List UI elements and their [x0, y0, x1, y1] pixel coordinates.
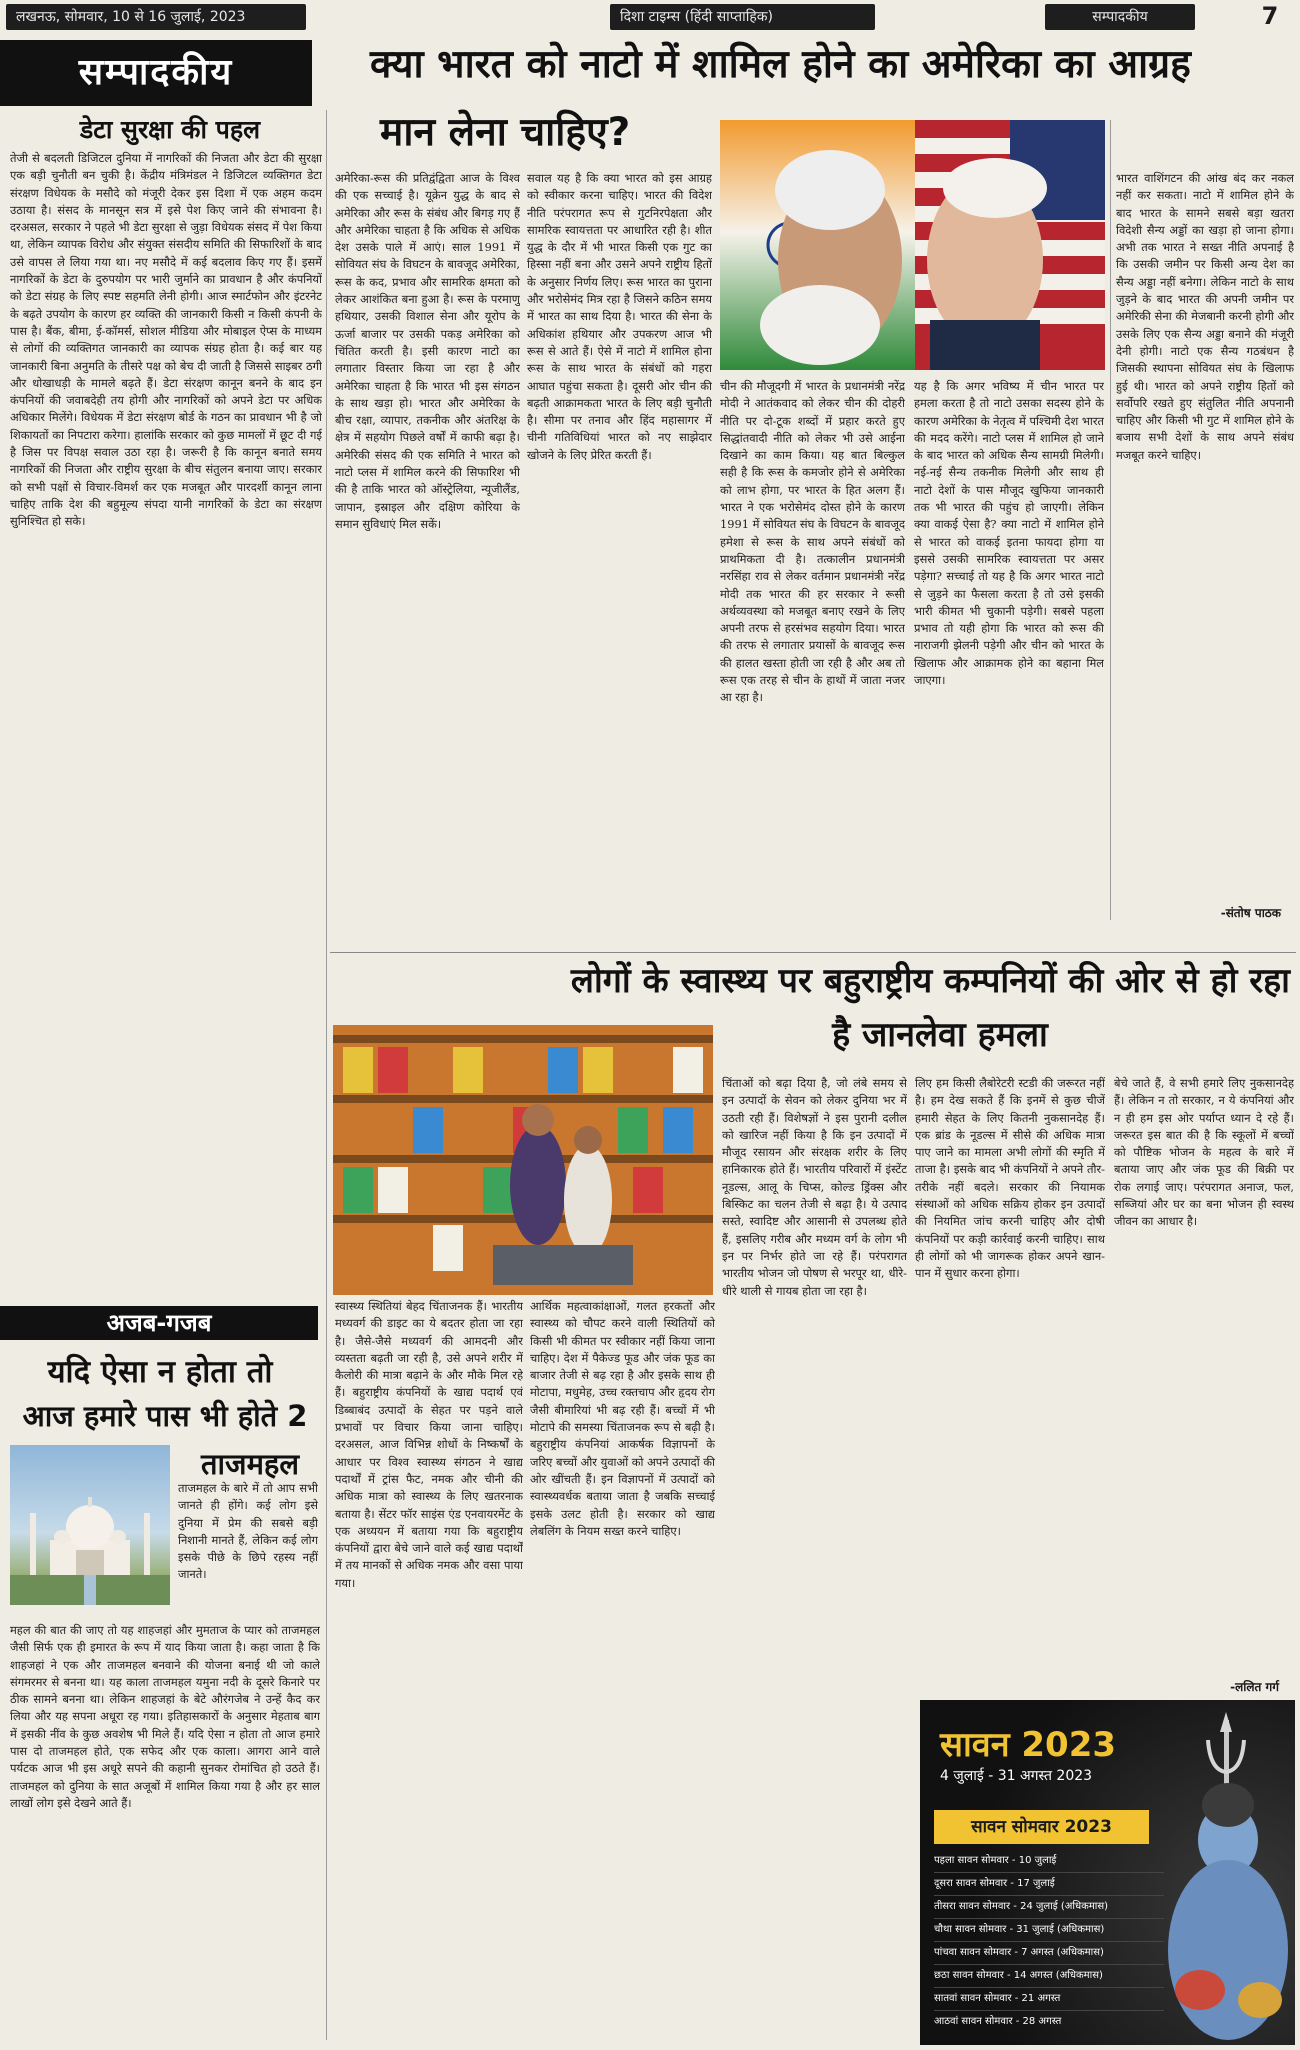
masthead: सम्पादकीय — [0, 40, 312, 106]
second-col-b: आर्थिक महत्वाकांक्षाओं, गलत हरकतों और स्वास्थ्य को चौपट करने वाली स्थितियों को किसी भी कीमत पर स्वीकार नहीं किया जाना चाहिए। देश में पैकेज्ड फूड और जंक फूड का बाजार तेजी से बढ़ रहा है और इसके साथ ही मोटापा, मधुमेह, उच्च रक्तचाप और हृदय रोग जैसी बीमारियां भी बढ़ रही हैं। बच्चों में भी मोटापे की समस्या चिंताजनक रूप से बढ़ी है। बहुराष्ट्रीय कंपनियां आकर्षक विज्ञापनों के जरिए बच्चों और युवाओं को अपने उत्पादों की ओर खींचती हैं। इन विज्ञापनों में उत्पादों को स्वास्थ्यवर्धक बताया जाता है जबकि सच्चाई इसके उलट होती है। सरकार को खाद्य लेबलिंग के नियम सख्त करने चाहिए। — [530, 1299, 715, 1538]
lead-col-2: सवाल यह है कि क्या भारत को इस आग्रह को स्वीकार करना चाहिए। भारत की विदेश नीति परंपरागत रूप से गुटनिरपेक्षता और सामरिक स्वायत्तता पर आधारित रही है। शीत युद्ध के दौर में भी भारत किसी एक गुट का हिस्सा नहीं बना और उसने अपने राष्ट्रीय हितों के अनुसार निर्णय लिए। रूस भारत का पुराना और भरोसेमंद मित्र रहा है जिसने कठिन समय में भारत का साथ दिया है। भारत की सेना के अधिकांश हथियार और उपकरण आज भी रूस से आते हैं। ऐसे में नाटो में शामिल होना रूस के साथ भारत के संबंधों को गहरा आघात पहुंचा सकता है। दूसरी ओर चीन की बढ़ती आक्रामकता भारत के लिए बड़ी चुनौती है। सीमा पर तनाव और हिंद महासागर में चीनी गतिविधियां भारत को नए साझेदार खोजने के लिए प्रेरित करती हैं। — [527, 171, 712, 462]
column-rule — [326, 110, 327, 2040]
second-col-d: लिए हम किसी लैबोरेटरी स्टडी की जरूरत नहीं है। हम देख सकते हैं कि इनमें से कुछ चीजें हमारी सेहत के लिए कितनी नुकसानदेह हैं। एक ब्रांड के नूडल्स में सीसे की अधिक मात्रा पाए जाने का मामला अभी लोगों की स्मृति में ताजा है। इसके बाद भी कंपनियों ने अपने तौर-तरीके नहीं बदले। सरकार की नियामक संस्थाओं को अधिक सक्रिय होकर इन उत्पादों की नियमित जांच करनी चाहिए और दोषी कंपनियों पर कड़ी कार्रवाई करनी चाहिए। साथ ही लोगों को भी जागरूक होकर अपने खान-पान में सुधार करना होगा। — [915, 1076, 1105, 1281]
ad-list-item: पांचवा सावन सोमवार - 7 अगस्त (अधिकमास) — [934, 1942, 1164, 1965]
left-body: तेजी से बदलती डिजिटल दुनिया में नागरिकों की निजता और डेटा की सुरक्षा एक बड़ी चुनौती बन चुकी है। केंद्रीय मंत्रिमंडल ने डिजिटल व्यक्तिगत डेटा संरक्षण विधेयक के मसौदे को मंजूरी देकर इस दिशा में एक अहम कदम उठाया है। संसद के मानसून सत्र में इसे पेश किए जाने की संभावना है। दरअसल, सरकार ने पहले भी डेटा सुरक्षा से जुड़ा विधेयक संसद में पेश किया था, लेकिन व्यापक विरोध और संयुक्त संसदीय समिति की सिफारिशों के बाद उसे वापस ले लिया गया था। नए मसौदे में कई बदलाव किए गए हैं। इसमें नागरिकों के डेटा के दुरुपयोग पर भारी जुर्माने का प्रावधान है और कंपनियों को डेटा संग्रह के लिए स्पष्ट सहमति लेनी होगी। आज स्मार्टफोन और इंटरनेट के बढ़ते उपयोग के कारण हर व्यक्ति की जानकारी किसी न किसी कंपनी के पास है। बैंक, बीमा, ई-कॉमर्स, सोशल मीडिया और मोबाइल ऐप्स के माध्यम से लोगों की व्यक्तिगत जानकारी का व्यापक संग्रह होता है। कई बार यह जानकारी बिना अनुमति के तीसरे पक्ष को बेच दी जाती है जिससे साइबर ठगी और धोखाधड़ी के मामले बढ़ते हैं। डेटा संरक्षण कानून बनने के बाद इन कंपनियों की जवाबदेही तय होगी और नागरिकों को अपने डेटा पर अधिक अधिकार मिलेंगे। विधेयक में डेटा संरक्षण बोर्ड के गठन का प्रावधान भी है जो शिकायतों का निपटारा करेगा। हालांकि सरकार को कुछ मामलों में छूट दी गई है जिस पर विपक्ष सवाल उठा रहा है। जरूरी है कि कानून बनाते समय नागरिकों की निजता और राष्ट्रीय सुरक्षा के बीच संतुलन बनाया जाए। सरकार को सभी पक्षों से विचार-विमर्श कर एक मजबूत और पारदर्शी कानून लाना चाहिए ताकि देश की बहुमूल्य संपदा यानी नागरिकों के डेटा का संरक्षण सुनिश्चित हो सके। — [10, 151, 322, 529]
lead-headline-line1: क्या भारत को नाटो में शामिल होने का अमेरिका का आग्रह — [370, 42, 1191, 87]
ad-list — [934, 1850, 1164, 2033]
taj-mahal-photo — [10, 1445, 170, 1605]
ajab-tag: अजब-गजब — [0, 1306, 318, 1340]
second-headline-line2: है जानलेवा हमला — [832, 1015, 1048, 1055]
paper-name: दिशा टाइम्स (हिंदी साप्ताहिक) — [610, 4, 875, 30]
lead-col-3: चीन की मौजूदगी में भारत के प्रधानमंत्री नरेंद्र मोदी ने आतंकवाद को लेकर चीन की दोहरी नीति पर दो-टूक शब्दों में प्रहार करते हुए सिद्धांतवादी नीति को लेकर भी उसे आईना दिखाने का काम किया। यह बात बिल्कुल सही है कि रूस के कमजोर होने से अमेरिका को लाभ होगा, पर भारत के हित अलग हैं। भारत ने एक भरोसेमंद दोस्त होने के कारण 1991 में सोवियत संघ के विघटन के बावजूद हमेशा से रूस के साथ अपने संबंधों को प्राथमिकता दी है। तत्कालीन प्रधानमंत्री नरसिंहा राव से लेकर वर्तमान प्रधानमंत्री नरेंद्र मोदी तक भारत की हर सरकार ने रूसी अर्थव्यवस्था को मजबूत बनाए रखने के लिए अपनी तरफ से हरसंभव सहयोग दिया। भारत की तरफ से लगातार प्रयासों के बावजूद रूस की हालत खस्ता होती जा रही है और अब तो रूस एक तरह से चीन के हाथों में जाता नजर आ रहा है। — [720, 379, 905, 705]
left-headline: डेटा सुरक्षा की पहल — [79, 115, 261, 144]
lead-byline: -संतोष पाठक — [1220, 906, 1281, 920]
second-col-c: चिंताओं को बढ़ा दिया है, जो लंबे समय से इन उत्पादों के सेवन को लेकर दुनिया भर में उठती रही हैं। विशेषज्ञों ने इस पुरानी दलील को खारिज नहीं किया है कि इन उत्पादों में मौजूद रसायन और संरक्षक शरीर के लिए हानिकारक होते हैं। भारतीय परिवारों में इंस्टेंट नूडल्स, आलू के चिप्स, कोल्ड ड्रिंक्स और बिस्किट का चलन तेजी से बढ़ा है। ये उत्पाद सस्ते, स्वादिष्ट और आसानी से उपलब्ध होते हैं, इसलिए गरीब और मध्यम वर्ग के लोग भी इन पर निर्भर होते जा रहे हैं। परंपरागत भारतीय भोजन जो पोषण से भरपूर था, धीरे-धीरे थाली से गायब होता जा रहा है। — [722, 1076, 907, 1298]
ad-list-item: दूसरा सावन सोमवार - 17 जुलाई — [934, 1873, 1164, 1896]
ajab-side-body: ताजमहल के बारे में तो आप सभी जानते ही होंगे। कई लोग इसे दुनिया में प्रेम की सबसे बड़ी निशानी मानते हैं, लेकिन कई लोग इसके पीछे के छिपे रहस्य नहीं जानते। — [178, 1481, 318, 1582]
ad-list-item: चौथा सावन सोमवार - 31 जुलाई (अधिकमास) — [934, 1919, 1164, 1942]
ajab-headline-3: ताजमहल — [201, 1447, 299, 1481]
second-col-e: बेचे जाते हैं, वे सभी हमारे लिए नुकसानदेह हैं। लेकिन न तो सरकार, न ये कंपनियां और न ही हम इस ओर पर्याप्त ध्यान दे रहे हैं। जरूरत इस बात की है कि स्कूलों में बच्चों को पौष्टिक भोजन के महत्व के बारे में बताया जाए और जंक फूड की बिक्री पर रोक लगाई जाए। परंपरागत अनाज, फल, सब्जियां और घर का बना भोजन ही स्वस्थ जीवन का आधार है। — [1114, 1076, 1294, 1229]
ad-list-item: आठवां सावन सोमवार - 28 अगस्त — [934, 2016, 1062, 2027]
ajab-headline-2: आज हमारे पास भी होते 2 — [22, 1399, 308, 1433]
page-number: 7 — [1261, 2, 1279, 30]
ad-dates: 4 जुलाई - 31 अगस्त 2023 — [940, 1768, 1093, 1784]
second-byline: -ललित गर्ग — [1230, 1680, 1279, 1694]
top-strip — [0, 0, 1300, 34]
lead-col-1: अमेरिका-रूस की प्रतिद्वंद्विता आज के विश्व की एक सच्चाई है। यूक्रेन युद्ध के बाद से अमेरिका और रूस के संबंध और बिगड़ गए हैं और अमेरिका चाहता है कि अधिक से अधिक देश उसके पाले में आएं। साल 1991 में सोवियत संघ के विघटन के बावजूद अमेरिका, रूस के कद, प्रभाव और सामरिक क्षमता को लेकर आशंकित बना हुआ है। रूस के परमाणु हथियार, उसकी विशाल सेना और यूरोप के ऊर्जा बाजार पर उसकी पकड़ अमेरिका को चिंतित करती है। इसी कारण नाटो का लगातार विस्तार किया जा रहा है और अमेरिका चाहता है कि भारत भी इस संगठन के साथ खड़ा हो। भारत और अमेरिका के बीच रक्षा, व्यापार, तकनीक और अंतरिक्ष के क्षेत्र में सहयोग पिछले वर्षों में काफी बढ़ा है। अमेरिकी संसद की एक समिति ने भारत को नाटो प्लस में शामिल करने की सिफारिश भी की है ताकि भारत को ऑस्ट्रेलिया, न्यूजीलैंड, जापान, इस्राइल और दक्षिण कोरिया के समान सुविधाएं मिल सकें। — [335, 171, 520, 531]
second-headline-line1: लोगों के स्वास्थ्य पर बहुराष्ट्रीय कम्पनियों की ओर से हो रहा — [570, 961, 1290, 1001]
ad-list-item: तीसरा सावन सोमवार - 24 जुलाई (अधिकमास) — [934, 1896, 1164, 1919]
lead-col-4: यह है कि अगर भविष्य में चीन भारत पर हमला करता है तो नाटो उसका सदस्य होने के कारण अमेरिका के नेतृत्व में पश्चिमी देश भारत की मदद करेंगे। नाटो प्लस में शामिल हो जाने के बाद भारत को अधिक सैन्य सामग्री मिलेगी। नई-नई सैन्य तकनीक मिलेगी और साथ ही नाटो देशों के पास मौजूद खुफिया जानकारी तक भी भारत की पहुंच हो जाएगी। लेकिन क्या वाकई ऐसा है? क्या नाटो में शामिल होने से भारत को वाकई इतना फायदा होगा या इससे उसकी सामरिक स्वायत्तता पर असर पड़ेगा? सच्चाई तो यह है कि अगर भारत नाटो से जुड़ने का फैसला करता है तो उसे इसकी भारी कीमत भी चुकानी पड़ेगी। सबसे पहला प्रभाव तो यही होगा कि भारत को रूस की नाराजगी झेलनी पड़ेगी और चीन को भारत के खिलाफ और आक्रामक होने का बहाना मिल जाएगा। — [914, 379, 1104, 688]
ad-list-item: छठा सावन सोमवार - 14 अगस्त (अधिकमास) — [934, 1965, 1164, 1988]
lead-photo — [720, 120, 1105, 370]
ad-title: सावन 2023 — [940, 1725, 1117, 1765]
section-divider — [330, 952, 1296, 953]
second-col-a: स्वास्थ्य स्थितियां बेहद चिंताजनक हैं। भारतीय मध्यवर्ग की डाइट का ये बदतर होता जा रहा है। जैसे-जैसे मध्यवर्ग की आमदनी और व्यस्तता बढ़ती जा रही है, उसे अपने शरीर में कैलोरी की मात्रा बढ़ाने के और मौके मिल रहे हैं। बहुराष्ट्रीय कंपनियों के खाद्य पदार्थ एवं डिब्बाबंद उत्पादों के सेहत पर पड़ने वाले प्रभावों पर विचार किया जाना चाहिए। दरअसल, आज विभिन्न शोधों के निष्कर्षों के आधार पर विश्व स्वास्थ्य संगठन ने खाद्य पदार्थों में ट्रांस फैट, नमक और चीनी की अधिक मात्रा को स्वास्थ्य के लिए खतरनाक बताया है। सेंटर फॉर साइंस एंड एनवायरमेंट के एक अध्ययन में बताया गया कि बहुराष्ट्रीय कंपनियों द्वारा बेचे जाने वाले कई खाद्य पदार्थों में तय मानकों से अधिक नमक और वसा पाया गया। — [335, 1299, 523, 1590]
dateline: लखनऊ, सोमवार, 10 से 16 जुलाई, 2023 — [6, 4, 306, 30]
ad-list-item: पहला सावन सोमवार - 10 जुलाई — [934, 1850, 1164, 1873]
ajab-body: महल की बात की जाए तो यह शाहजहां और मुमताज के प्यार को ताजमहल जैसी सिर्फ एक ही इमारत के रूप में याद किया जाता है। कहा जाता है कि शाहजहां ने एक और ताजमहल बनवाने की योजना बनाई थी जो काले संगमरमर से बनना था। यह काला ताजमहल यमुना नदी के दूसरे किनारे पर ठीक सामने बनना था। लेकिन शाहजहां के बेटे औरंगजेब ने उन्हें कैद कर लिया और यह सपना अधूरा रह गया। इतिहासकारों के अनुसार मेहताब बाग में इसकी नींव के कुछ अवशेष भी मिले हैं। यदि ऐसा न होता तो आज हमारे पास दो ताजमहल होते, एक सफेद और एक काला। आगरा आने वाले पर्यटक आज भी इस अधूरे सपने की कहानी सुनकर रोमांचित हो उठते हैं। ताजमहल को दुनिया के सात अजूबों में शामिल किया गया है और हर साल लाखों लोग इसे देखने आते हैं। — [10, 1623, 320, 1810]
shiva-illustration — [1160, 1700, 1295, 2045]
ad-list-title: सावन सोमवार 2023 — [934, 1810, 1149, 1844]
section-label: सम्पादकीय — [1045, 4, 1195, 30]
column-rule — [1110, 120, 1111, 920]
lead-col-5: भारत वाशिंगटन की आंख बंद कर नकल नहीं कर सकता। नाटो में शामिल होने के बाद भारत के सामने सबसे बड़ा खतरा विदेशी सैन्य अड्डों का खड़ा हो जाना होगा। अभी तक भारत ने सख्त नीति अपनाई है कि उसकी जमीन पर किसी अन्य देश का सैन्य अड्डा नहीं बनेगा। लेकिन नाटो के साथ जुड़ने के बाद भारत की अपनी जमीन पर अमेरिकी सेना की मेजबानी करनी होगी और उसके लिए एक सैन्य अड्डा बनाने की मंजूरी देनी होगी। नाटो एक सैन्य गठबंधन है जिसकी स्थापना सोवियत संघ के खिलाफ हुई थी। भारत को अपने राष्ट्रीय हितों को सर्वोपरि रखते हुए संतुलित नीति अपनानी चाहिए और किसी भी गुट में शामिल होने के बजाय सभी देशों के साथ अपने संबंध मजबूत करने चाहिए। — [1116, 171, 1294, 462]
supermarket-photo — [333, 1025, 713, 1295]
sawan-ad — [920, 1700, 1295, 2045]
lead-headline-line2: मान लेना चाहिए? — [380, 110, 631, 155]
ad-list-item: सातवां सावन सोमवार - 21 अगस्त — [934, 1988, 1164, 2011]
ajab-headline-1: यदि ऐसा न होता तो — [47, 1354, 273, 1390]
